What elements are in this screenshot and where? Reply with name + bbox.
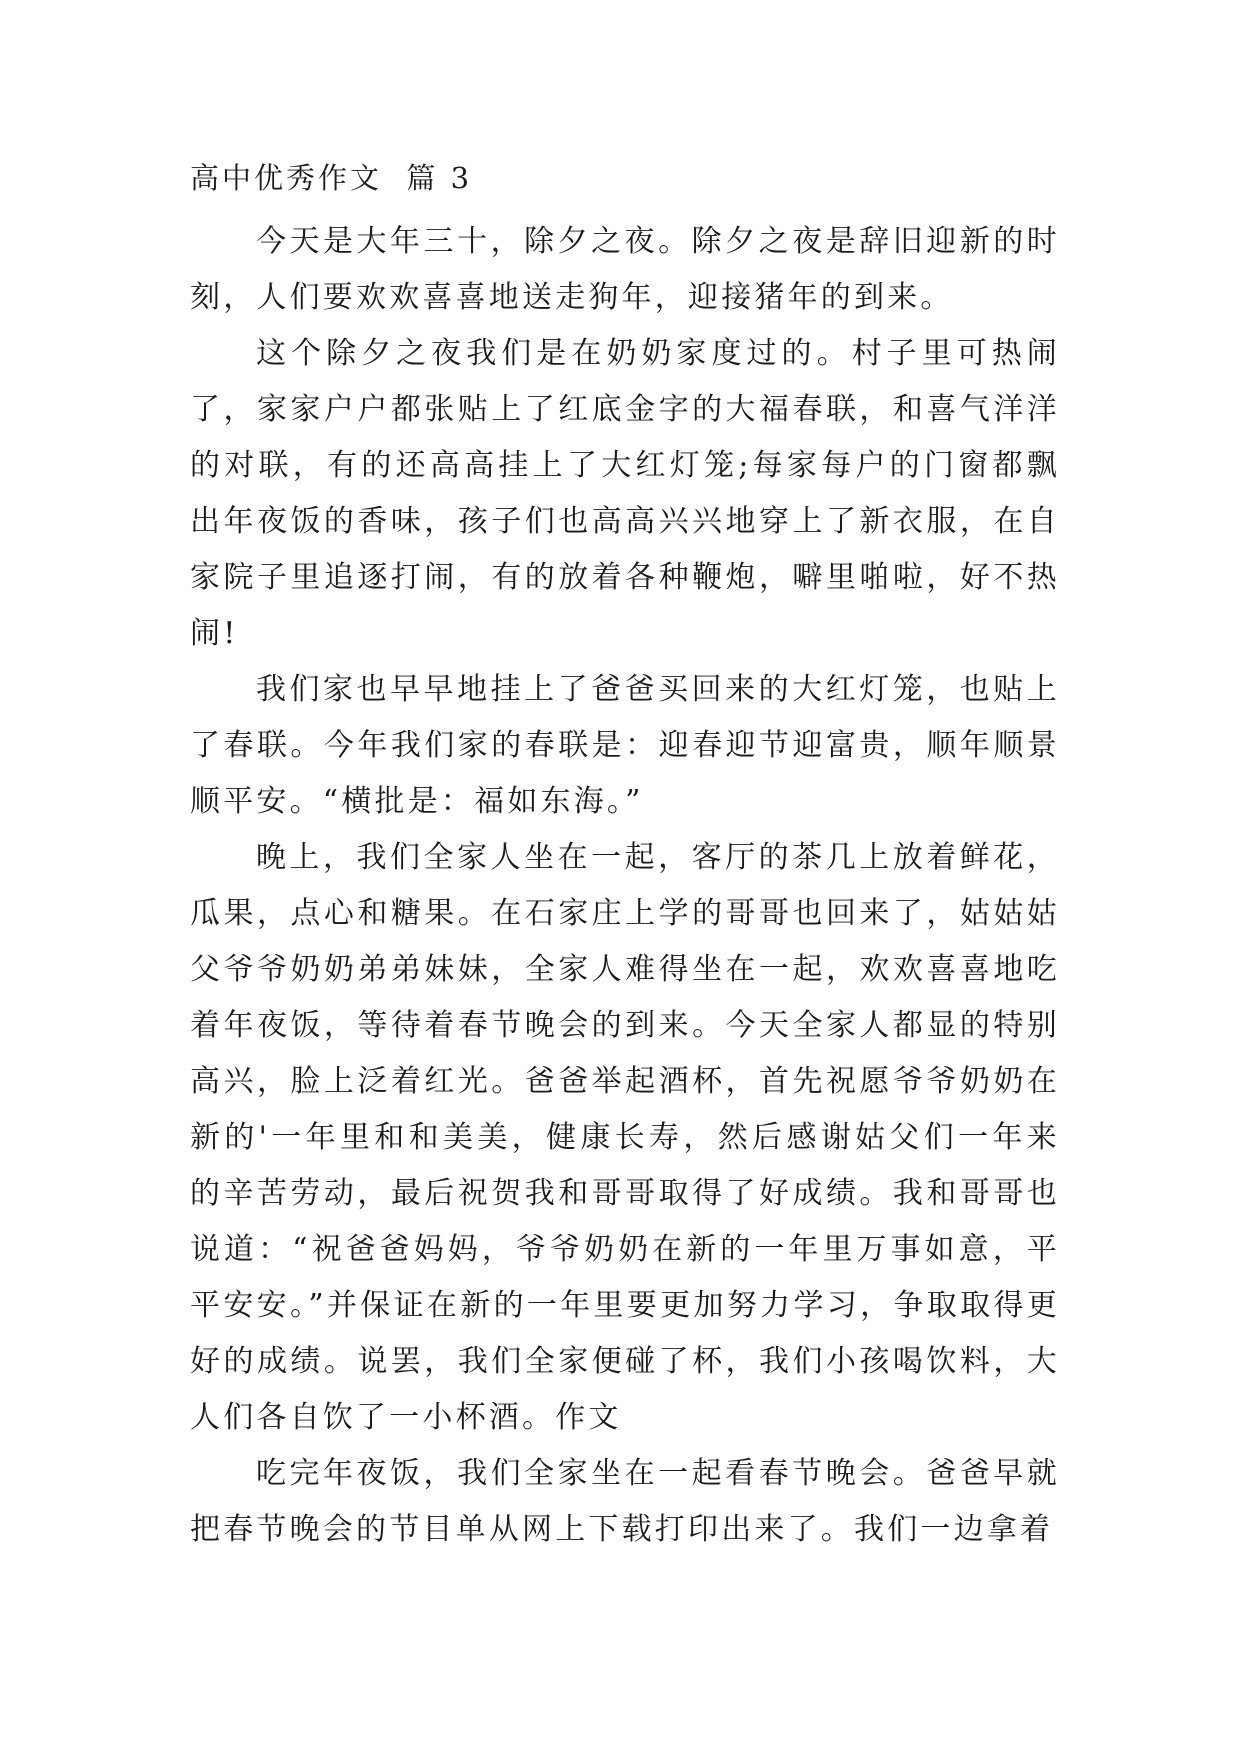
document-title: 高中优秀作文 篇 3 xyxy=(190,161,473,195)
document-body xyxy=(190,160,1060,1558)
paragraph-1: 今天是大年三十，除夕之夜。除夕之夜是辞旧迎新的时刻，人们要欢欢喜喜地送走狗年，迎接猪年的到来。 xyxy=(190,224,1060,315)
paragraph-3: 我们家也早早地挂上了爸爸买回来的大红灯笼，也贴上了春联。今年我们家的春联是：迎春迎节迎富贵，顺年顺景顺平安。“横批是：福如东海。” xyxy=(190,672,1060,819)
paragraph-4: 晚上，我们全家人坐在一起，客厅的茶几上放着鲜花，瓜果，点心和糖果。在石家庄上学的哥哥也回来了，姑姑姑父爷爷奶奶弟弟妹妹，全家人难得坐在一起，欢欢喜喜地吃着年夜饭，等待着春节晚会的到来。今天全家人都显的特别高兴，脸上泛着红光。爸爸举起酒杯，首先祝愿爷爷奶奶在新的'一年里和和美美，健康长寿，然后感谢姑父们一年来的辛苦劳动，最后祝贺我和哥哥取得了好成绩。我和哥哥也说道：“祝爸爸妈妈，爷爷奶奶在新的一年里万事如意，平平安安。”并保证在新的一年里要更加努力学习，争取取得更好的成绩。说罢，我们全家便碰了杯，我们小孩喝饮料，大人们各自饮了一小杯酒。作文 xyxy=(190,840,1060,1435)
paragraph-5: 吃完年夜饭，我们全家坐在一起看春节晚会。爸爸早就把春节晚会的节目单从网上下载打印出来了。我们一边拿着 xyxy=(190,1456,1060,1547)
paragraph-2: 这个除夕之夜我们是在奶奶家度过的。村子里可热闹了，家家户户都张贴上了红底金字的大福春联，和喜气洋洋的对联，有的还高高挂上了大红灯笼;每家每户的门窗都飘出年夜饭的香味，孩子们也高高兴兴地穿上了新衣服，在自家院子里追逐打闹，有的放着各种鞭炮，噼里啪啦，好不热闹! xyxy=(190,336,1060,651)
